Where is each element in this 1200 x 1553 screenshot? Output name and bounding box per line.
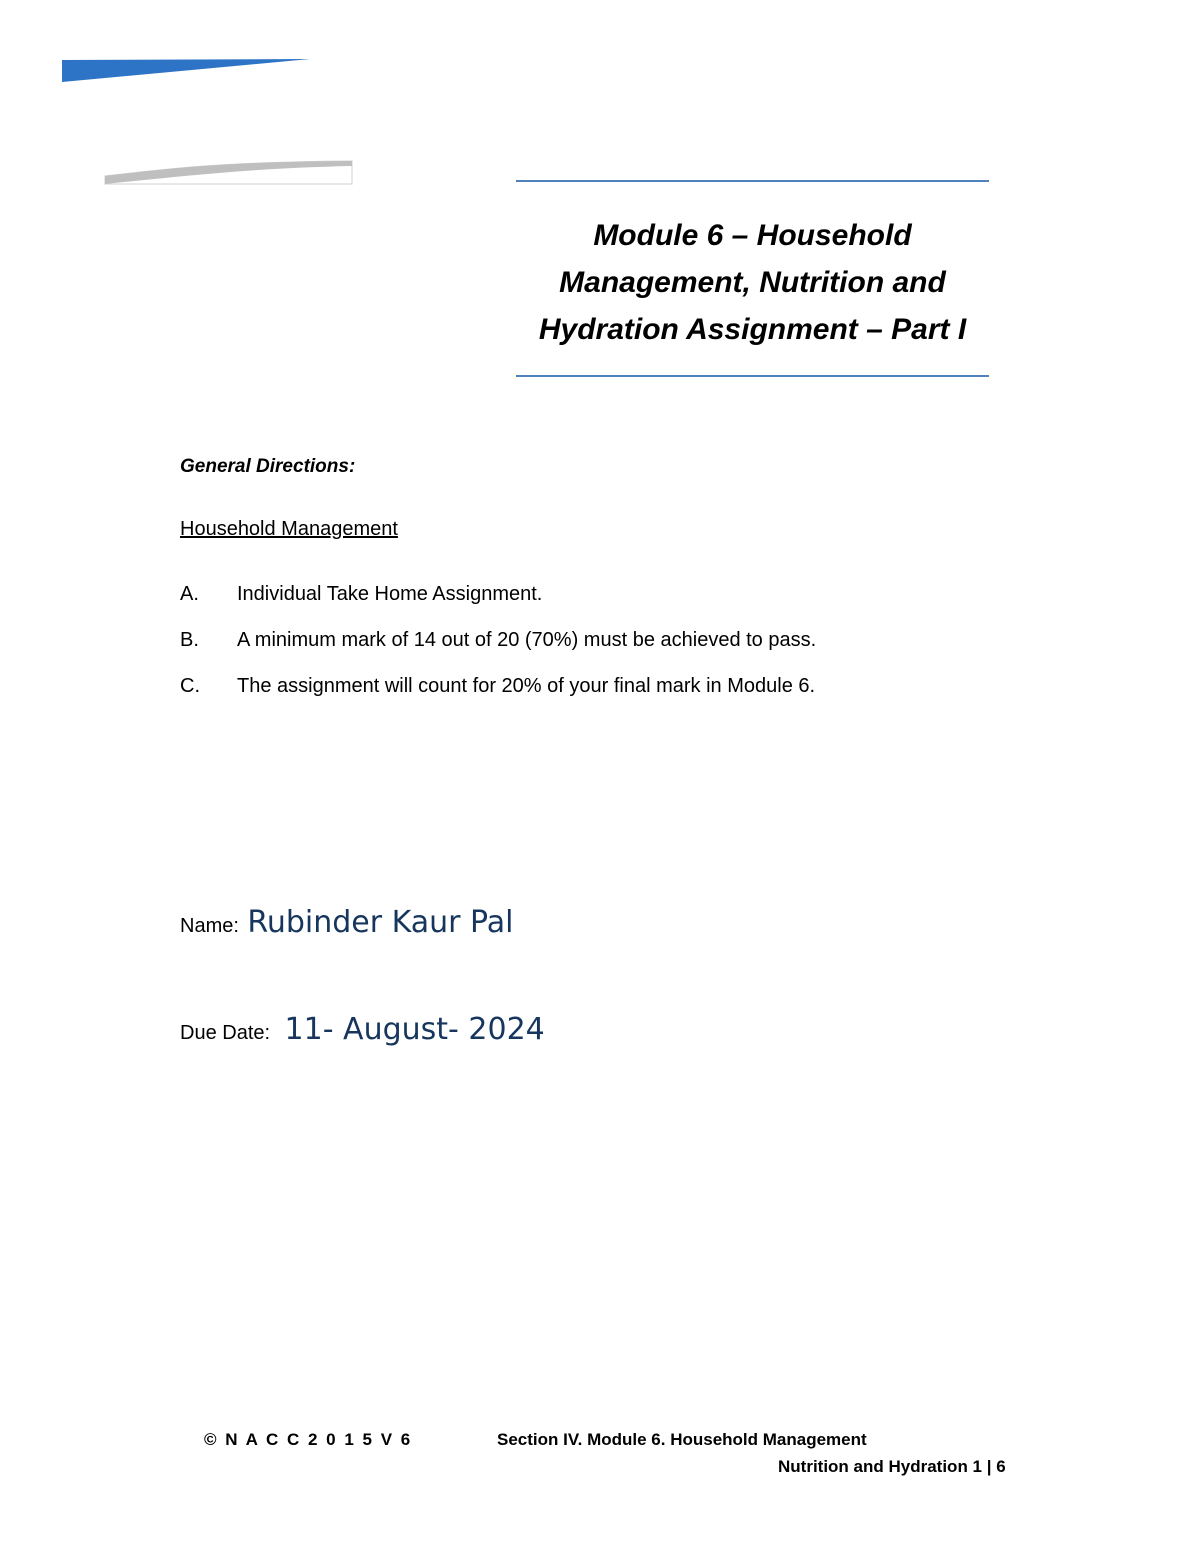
- footer-copyright: © N A C C 2 0 1 5 V 6: [204, 1430, 413, 1449]
- header-blue-banner-shape: [60, 56, 312, 84]
- footer-page-number: Nutrition and Hydration 1 | 6: [778, 1457, 1006, 1476]
- due-date-field: [180, 1012, 545, 1047]
- directions-list: [180, 580, 1000, 718]
- name-value: Rubinder Kaur Pal: [247, 905, 514, 940]
- directions-list-item: [180, 626, 1000, 654]
- directions-list-item: [180, 580, 1000, 608]
- list-item-text: The assignment will count for 20% of your final mark in Module 6.: [237, 675, 816, 697]
- due-date-label: Due Date:: [180, 1022, 271, 1044]
- general-directions-label: General Directions:: [180, 456, 356, 477]
- list-item-marker: C.: [180, 675, 200, 697]
- list-item-text: A minimum mark of 14 out of 20 (70%) must be achieved to pass.: [237, 629, 817, 651]
- title-line-3: Hydration Assignment – Part I: [538, 313, 967, 346]
- name-label: Name:: [180, 915, 239, 937]
- name-field: [180, 905, 514, 940]
- header-grey-swoosh-shape: [104, 158, 356, 188]
- footer-section-title: Section IV. Module 6. Household Management: [497, 1430, 867, 1449]
- directions-list-item: [180, 672, 1000, 700]
- title-line-1: Module 6 – Household: [593, 219, 912, 252]
- due-date-value: 11- August- 2024: [284, 1012, 545, 1047]
- list-item-marker: B.: [180, 629, 199, 651]
- list-item-text: Individual Take Home Assignment.: [237, 583, 543, 605]
- title-bottom-rule: [516, 375, 989, 377]
- list-item-marker: A.: [180, 583, 199, 605]
- document-title: [516, 212, 989, 353]
- title-line-2: Management, Nutrition and: [559, 266, 946, 299]
- household-management-heading: Household Management: [180, 518, 398, 540]
- title-top-rule: [516, 180, 989, 182]
